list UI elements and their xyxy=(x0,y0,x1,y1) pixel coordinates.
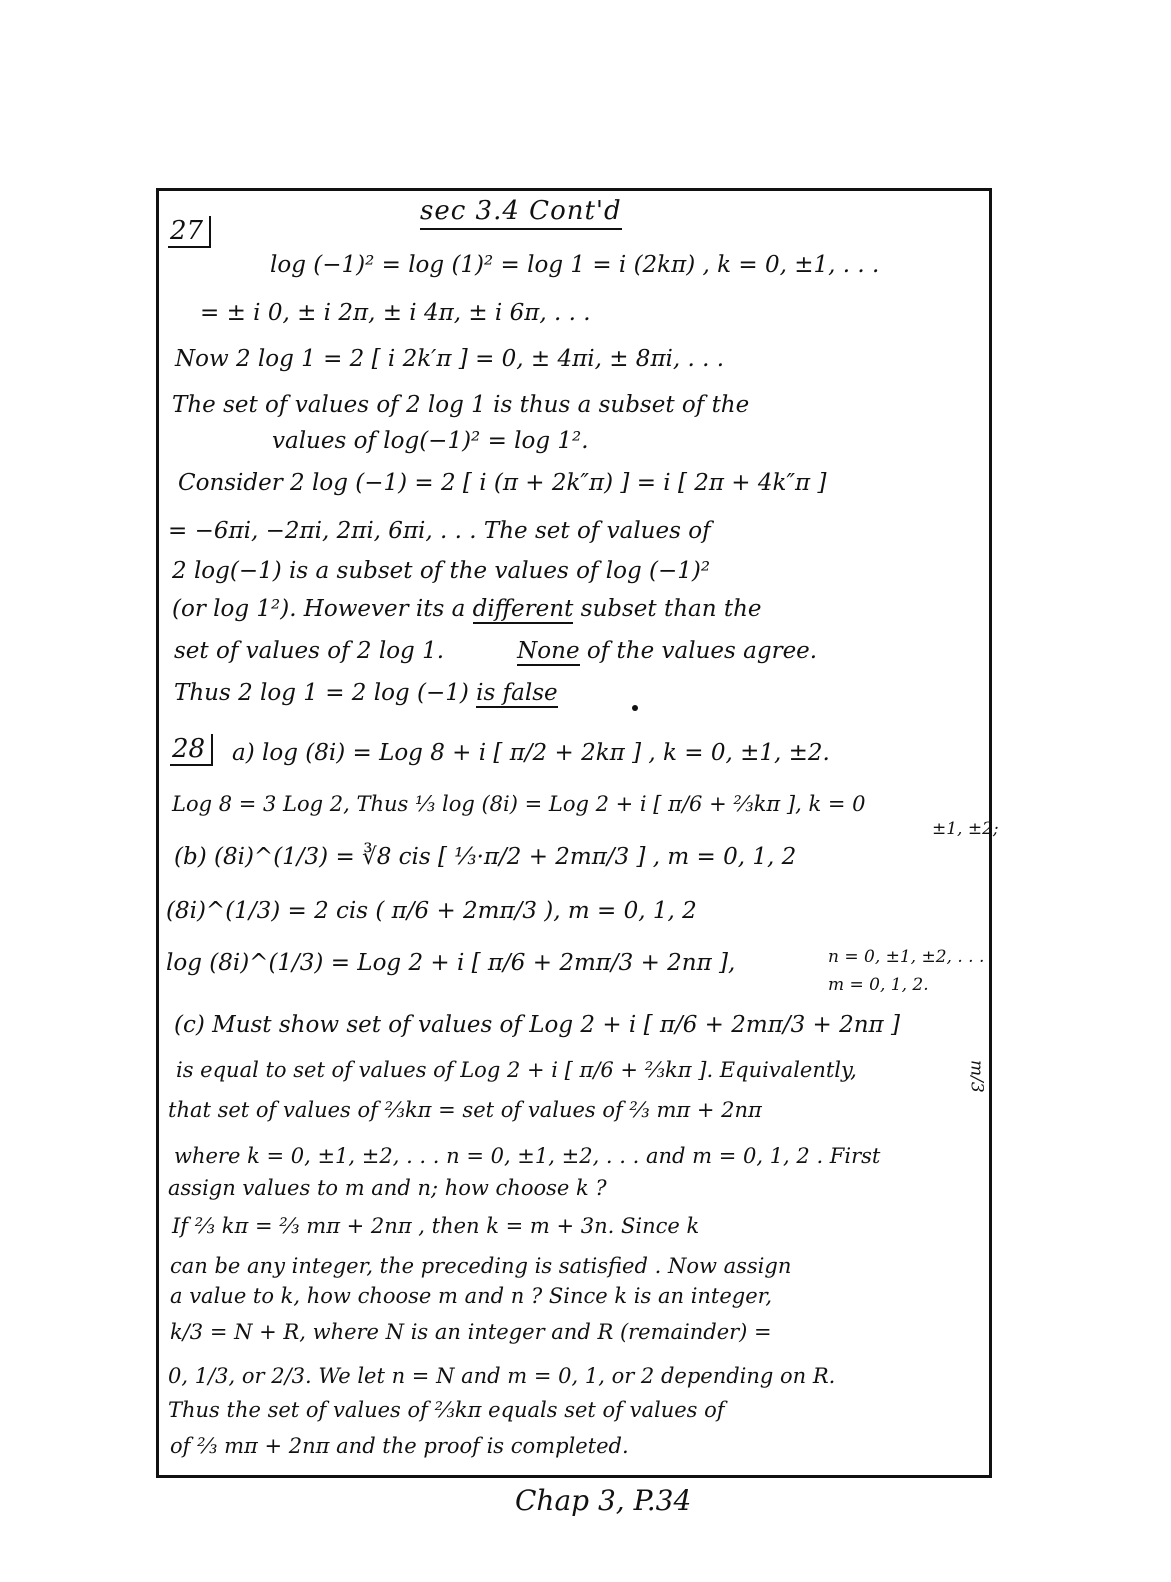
problem-27-line-2: = ± i 0, ± i 2π, ± i 4π, ± i 6π, . . . xyxy=(200,300,591,326)
emphasis-is-false: is false xyxy=(476,680,558,706)
problem-27-line-9-end: subset than the xyxy=(580,596,762,622)
problem-28-line-5-m-range: m = 0, 1, 2. xyxy=(828,975,929,995)
problem-28-line-6: (c) Must show set of values of Log 2 + i [ π/6 + 2mπ/3 + 2nπ ] xyxy=(174,1012,900,1038)
problem-28-line-9: where k = 0, ±1, ±2, . . . n = 0, ±1, ±2, . . . and m = 0, 1, 2 . First xyxy=(174,1144,881,1168)
problem-28-line-16: Thus the set of values of ⅔kπ equals set of values of xyxy=(168,1398,725,1422)
problem-27-line-10-end: of the values agree. xyxy=(586,638,818,664)
problem-27-number: 27 xyxy=(168,216,211,248)
problem-28-number: 28 xyxy=(170,734,213,766)
section-heading: sec 3.4 Cont'd xyxy=(420,196,622,230)
problem-27-line-5: values of log(−1)² = log 1². xyxy=(272,428,589,454)
problem-27-line-3: Now 2 log 1 = 2 [ i 2k′π ] = 0, ± 4πi, ± 8πi, . . . xyxy=(175,346,725,372)
problem-27-line-6: Consider 2 log (−1) = 2 [ i (π + 2k″π) ] = i [ 2π + 4k″π ] xyxy=(178,470,827,496)
problem-28-line-12: can be any integer, the preceding is satisfied . Now assign xyxy=(170,1254,792,1278)
problem-27-line-4: The set of values of 2 log 1 is thus a subset of the xyxy=(172,392,750,418)
problem-28-line-3: (b) (8i)^(1/3) = ∛8 cis [ ⅓·π/2 + 2mπ/3 ] , m = 0, 1, 2 xyxy=(174,844,797,870)
problem-28-line-7: is equal to set of values of Log 2 + i [ π/6 + ⅔kπ ]. Equivalently, xyxy=(176,1058,857,1082)
problem-27-line-1: log (−1)² = log (1)² = log 1 = i (2kπ) , k = 0, ±1, . . . xyxy=(270,252,880,278)
problem-27-line-9 xyxy=(172,596,762,622)
emphasis-none: None xyxy=(517,638,580,664)
problem-28-line-11: If ⅔ kπ = ⅔ mπ + 2nπ , then k = m + 3n. Since k xyxy=(172,1214,700,1238)
problem-27-line-10 xyxy=(174,638,817,664)
problem-27-line-11 xyxy=(174,680,558,706)
problem-27-line-8: 2 log(−1) is a subset of the values of log (−1)² xyxy=(172,558,711,584)
period-dot xyxy=(632,705,638,711)
page-footer-label: Chap 3, P.34 xyxy=(515,1484,692,1517)
problem-28-line-5: log (8i)^(1/3) = Log 2 + i [ π/6 + 2mπ/3 + 2nπ ], xyxy=(166,950,736,976)
problem-28-line-14: k/3 = N + R, where N is an integer and R (remainder) = xyxy=(170,1320,772,1344)
problem-28-line-4: (8i)^(1/3) = 2 cis ( π/6 + 2mπ/3 ), m = 0, 1, 2 xyxy=(166,898,697,924)
problem-28-line-13: a value to k, how choose m and n ? Since k is an integer, xyxy=(170,1284,773,1308)
margin-note: m/3 xyxy=(966,1060,987,1093)
problem-28-line-2-cont: ±1, ±2; xyxy=(932,819,999,839)
problem-28-line-17: of ⅔ mπ + 2nπ and the proof is completed. xyxy=(170,1434,629,1458)
problem-27-conclusion-equation: Thus 2 log 1 = 2 log (−1) xyxy=(174,680,469,706)
problem-28-line-8: that set of values of ⅔kπ = set of values of ⅔ mπ + 2nπ xyxy=(168,1098,762,1122)
problem-27-line-9-start: (or log 1²). However its a xyxy=(172,596,466,622)
problem-28-line-2: Log 8 = 3 Log 2, Thus ⅓ log (8i) = Log 2 + i [ π/6 + ⅔kπ ], k = 0 xyxy=(172,792,866,816)
problem-28-line-15: 0, 1/3, or 2/3. We let n = N and m = 0, 1, or 2 depending on R. xyxy=(168,1364,836,1388)
problem-27-line-10-start: set of values of 2 log 1. xyxy=(174,638,445,664)
problem-27-line-7: = −6πi, −2πi, 2πi, 6πi, . . . The set of values of xyxy=(168,518,711,544)
emphasis-different: different xyxy=(472,596,574,622)
problem-28-line-10: assign values to m and n; how choose k ? xyxy=(168,1176,607,1200)
problem-28-line-5-n-range: n = 0, ±1, ±2, . . . xyxy=(828,947,985,967)
problem-28-line-1: a) log (8i) = Log 8 + i [ π/2 + 2kπ ] , k = 0, ±1, ±2. xyxy=(232,740,830,766)
